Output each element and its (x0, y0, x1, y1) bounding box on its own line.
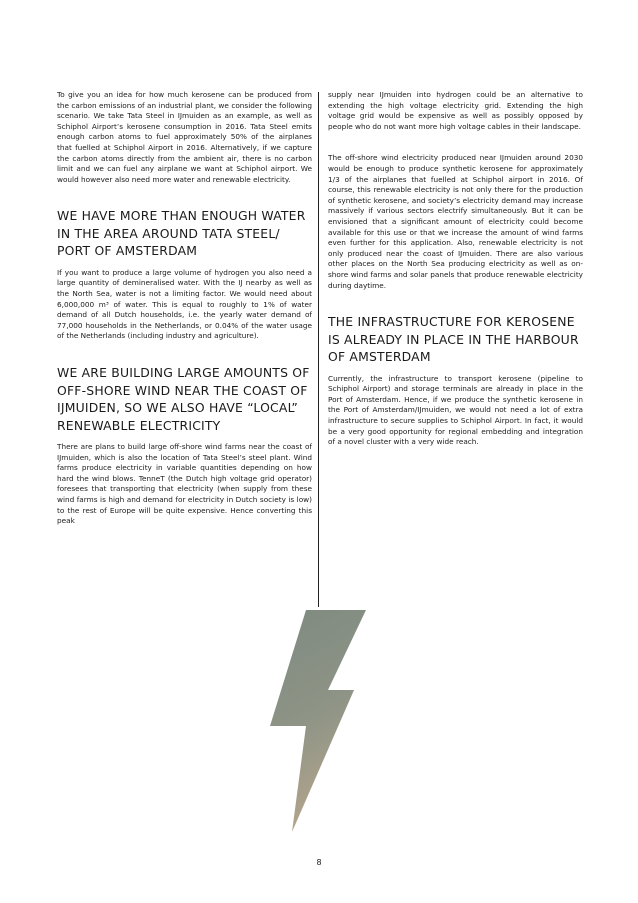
heading-wind: WE ARE BUILDING LARGE AMOUNTS OF OFF-SHORE WIND NEAR THE COAST OF IJMUIDEN, SO WE ALSO HAVE “LOCAL” RENEWABLE ELECTRICITY (57, 365, 310, 433)
column-divider (318, 92, 319, 607)
left-column (57, 90, 312, 527)
continuation-paragraph: supply near IJmuiden into hydrogen could be an alternative to extending the high voltage electricity grid. Extending the high voltage grid would be expensive as well as possibly opposed by people who do not want more high voltage cables in their landscape. (328, 90, 583, 131)
offshore-paragraph: The off-shore wind electricity produced near IJmuiden around 2030 would be enough to produce synthetic kerosene for approximately 1/3 of the airplanes that fuelled at Schiphol airport in 2016. Of course, this renewable electricity is not only there for the production of synthetic kerosene, and society’s electricity demand may increase massively if various sectors electrify simultaneously. But it can be envisioned that a significant amount of electricity could become available for this use or that we increase the amount of wind farms even further for this application. Also, renewable electricity is not only produced near the coast of IJmuiden. There are also various other places on the North Sea producing electricity as well as on-shore wind farms and solar panels that produce renewable electricity during daytime. (328, 153, 583, 290)
heading-water: WE HAVE MORE THAN ENOUGH WATER IN THE AREA AROUND TATA STEEL/ PORT OF AMSTERDAM (57, 208, 306, 259)
intro-paragraph: To give you an idea for how much kerosene can be produced from the carbon emissions of an industrial plant, we consider the following scenario. We take Tata Steel in IJmuiden as an example, as well as Schiphol Airport’s kerosene consumption in 2016. Tata Steel emits enough carbon atoms to fuel approximately 50% of the airplanes that fuelled at Schiphol Airport in 2016. Alternatively, if we capture the carbon atoms directly from the ambient air, there is no carbon limit and we can fuel any airplane we want at Schiphol airport. We would however also need more water and renewable electricity. (57, 90, 312, 184)
lightning-bolt-icon (262, 606, 374, 838)
right-column (328, 90, 583, 448)
infrastructure-paragraph: Currently, the infrastructure to transport kerosene (pipeline to Schiphol Airport) and storage terminals are already in place in the Port of Amsterdam. Hence, if we produce the synthetic kerosene in the Port of Amsterdam/IJmuiden, we would not need a lot of extra infrastructure to secure supplies to Schiphol Airport. In fact, it would be a very good opportunity for regional embedding and integration of a novel cluster with a very wide reach. (328, 373, 583, 447)
page-number: 8 (316, 858, 322, 867)
heading-infrastructure: THE INFRASTRUCTURE FOR KEROSENE IS ALREADY IN PLACE IN THE HARBOUR OF AMSTERDAM (328, 314, 579, 365)
water-paragraph: If you want to produce a large volume of hydrogen you also need a large quantity of demineralised water. With the IJ nearby as well as the North Sea, water is not a limiting factor. We would need about 6,000,000 m³ of water. This is equal to roughly to 1% of water demand of all Dutch households, i.e. the yearly water demand of 77,000 households in the Netherlands, or 0.04% of the water usage of the Netherlands (including industry and agriculture). (57, 267, 312, 341)
wind-paragraph: There are plans to build large off-shore wind farms near the coast of IJmuiden, which is also the location of Tata Steel’s steel plant. Wind farms produce electricity in variable quantities depending on how hard the wind blows. TenneT (the Dutch high voltage grid operator) foresees that transporting that electricity (when supply from these wind farms is high and demand for electricity in Dutch society is low) to the rest of Europe will be quite expensive. Hence converting this peak (57, 442, 312, 526)
